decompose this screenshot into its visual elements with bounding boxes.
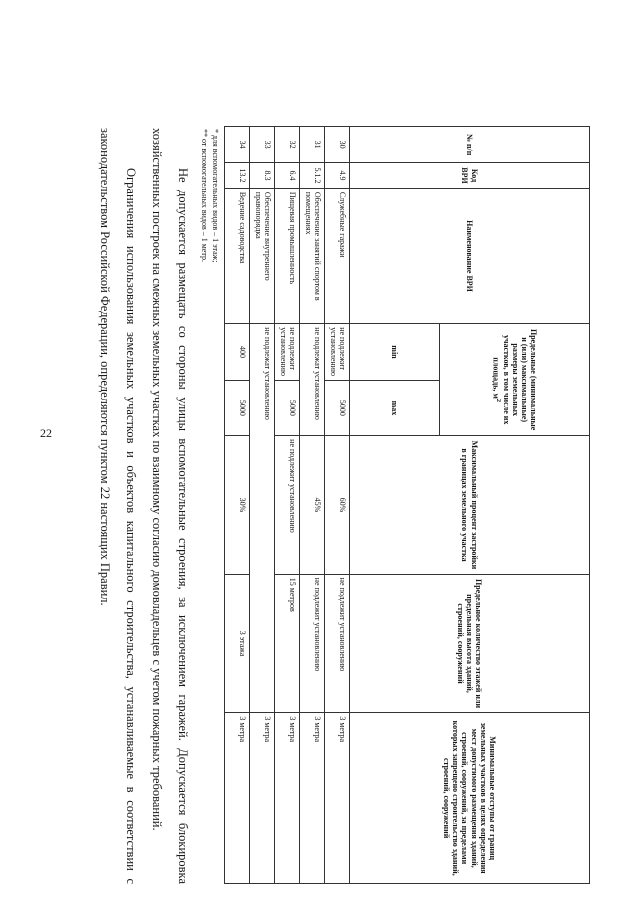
header-max: max: [350, 380, 440, 435]
table-row: [300, 127, 325, 884]
row-setback: 3 метра: [250, 713, 275, 884]
header-floors: Предельное количество этажей или предельная высота зданий, строений, сооружений: [350, 574, 590, 713]
rotated-content: [60, 64, 590, 884]
row-name: Обеспечение внутреннего правопорядка: [250, 188, 275, 323]
row-floors: 15 метров: [275, 574, 300, 713]
row-name: Ведение садоводства: [225, 188, 250, 323]
paragraph-garages: [144, 128, 196, 884]
header-size-group: [440, 324, 590, 436]
row-code: 13.2: [225, 163, 250, 189]
table-row: [275, 127, 300, 884]
row-num: 32: [275, 127, 300, 163]
row-floors: не подлежит установлению: [300, 574, 325, 713]
regulations-table: [224, 126, 590, 884]
header-name: Наименование ВРИ: [350, 188, 590, 323]
paragraph-text: Ограничения использования земельных участков и объектов капитального строительства, устанавливаемые в соответствии с законодательством Российской Федерации, определяются пунктом 22 настоящих Правил.: [98, 128, 139, 884]
header-size-group-text: Предельные (минимальные и (или) максимальные) размеры земельных участков, в том числе их площадь, м: [490, 328, 539, 431]
row-floors: 3 этажа: [225, 574, 250, 713]
paragraph-restrictions: [92, 128, 144, 884]
row-max: 5000: [225, 380, 250, 435]
header-setback: Минимальные отступы от границ земельных участков в целях определения мест допустимого размещения зданий, строений, сооружений, за пределами которых запрещено строительство зданий, строений, сооружений: [350, 713, 590, 884]
row-pct: 60%: [325, 436, 350, 575]
row-code: 8.3: [250, 163, 275, 189]
row-num: 30: [325, 127, 350, 163]
row-setback: 3 метра: [325, 713, 350, 884]
row-min: 400: [225, 324, 250, 381]
row-num: 33: [250, 127, 275, 163]
row-name: Служебные гаражи: [325, 188, 350, 323]
row-code: 5.1.2: [300, 163, 325, 189]
row-setback: 3 метра: [300, 713, 325, 884]
row-pct: не подлежит установлению: [275, 436, 300, 575]
row-num: 31: [300, 127, 325, 163]
table-row: [325, 127, 350, 884]
row-num: 34: [225, 127, 250, 163]
header-num: № п/п: [350, 127, 590, 163]
footnote: ** от вспомогательных видов – 1 метр.: [200, 129, 210, 262]
table-row: [250, 127, 275, 884]
header-pct: Максимальный процент застройки в границах земельного участка: [350, 436, 590, 575]
row-pct: 30%: [225, 436, 250, 575]
row-floors: не подлежит установлению: [325, 574, 350, 713]
row-setback: 3 метра: [225, 713, 250, 884]
row-min: не подлежит установлению: [275, 324, 300, 381]
row-name: Обеспечение занятий спортом в помещениях: [300, 188, 325, 323]
row-pct: 45%: [300, 436, 325, 575]
page-number: 22: [40, 426, 52, 440]
row-code: 6.4: [275, 163, 300, 189]
row-name: Пищевая промышленность: [275, 188, 300, 323]
row-min-max: не подлежат установлению: [300, 324, 325, 436]
footnote: * для вспомогательных видов – 1 этаж;: [211, 129, 220, 263]
row-code: 4.9: [325, 163, 350, 189]
footnotes: [198, 129, 220, 884]
row-max: 5000: [275, 380, 300, 435]
header-min: min: [350, 324, 440, 381]
row-setback: 3 метра: [275, 713, 300, 884]
row-max: 5000: [325, 380, 350, 435]
row-min-max: не подлежат установлению: [250, 324, 275, 713]
header-size-group-sup: 2: [494, 398, 502, 403]
header-code: Код ВРИ: [350, 163, 590, 189]
paragraph-text: Не допускается размещать со стороны улицы вспомогательные строения, за исключением гаражей. Допускается блокировка хозяйственных построек на смежных земельных участках по взаимному согласию домовладельцев с учетом пожарных требований.: [150, 128, 191, 884]
row-min: не подлежит установлению: [325, 324, 350, 381]
table-row: [225, 127, 250, 884]
